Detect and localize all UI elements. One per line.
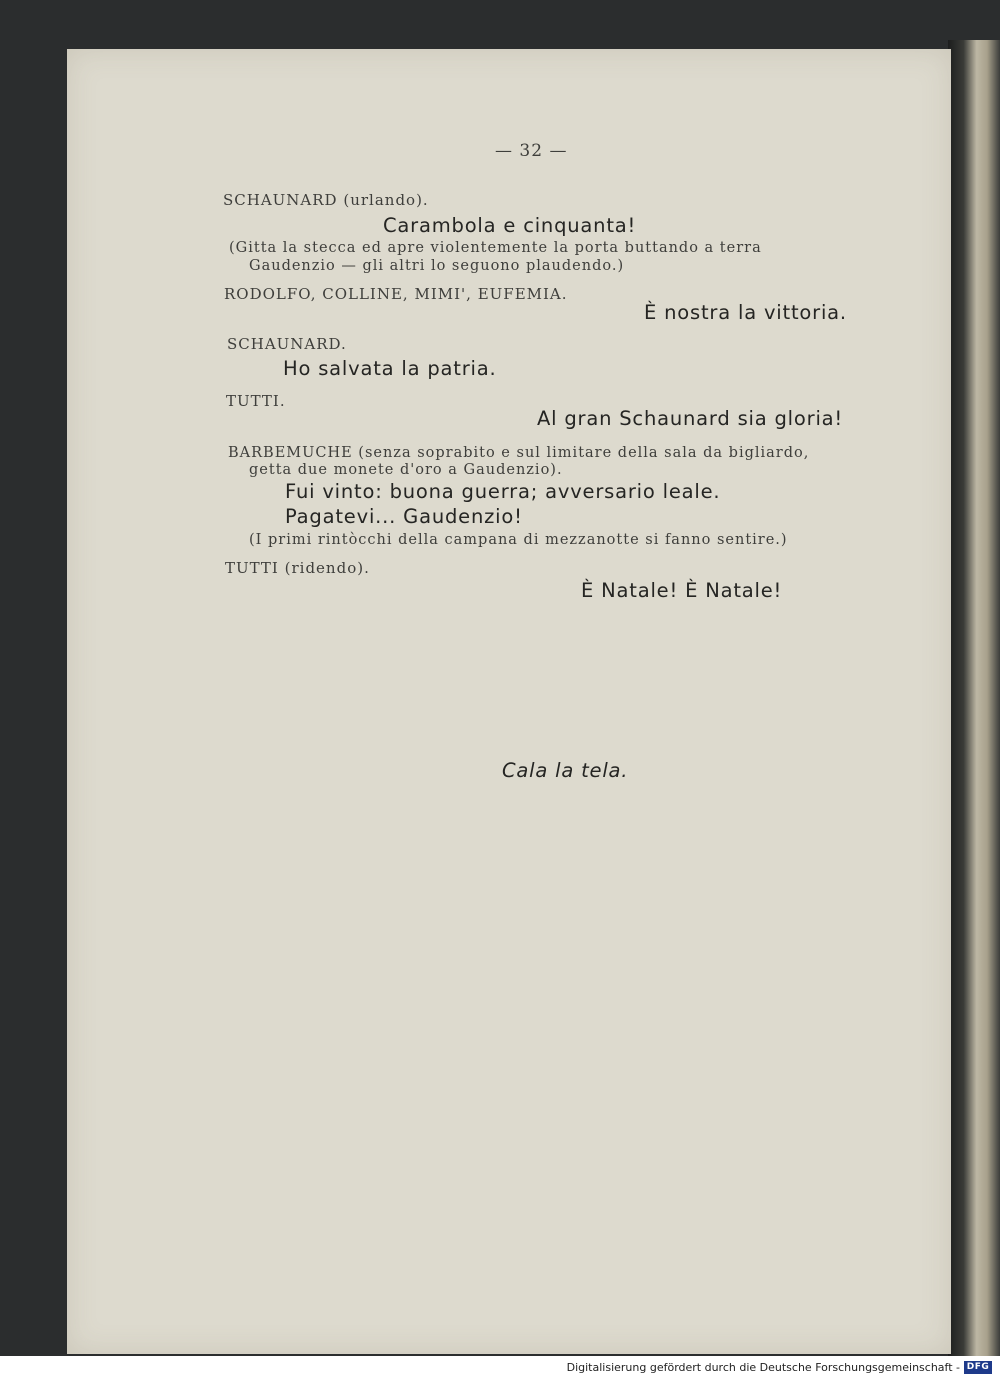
closing-line: Cala la tela. [502,759,629,782]
sung-line: Fui vinto: buona guerra; avversario leale. [285,480,721,503]
speaker-tutti: TUTTI. [226,392,286,410]
speaker-schaunard: SCHAUNARD. [227,335,347,353]
stage-direction: (I primi rintòcchi della campana di mezzanotte si fanno sentire.) [249,532,788,548]
stage-direction: getta due monete d'oro a Gaudenzio). [249,462,563,478]
speaker-group: RODOLFO, COLLINE, MIMI', EUFEMIA. [224,285,568,303]
sung-line: È Natale! È Natale! [581,579,783,602]
speaker-schaunard: SCHAUNARD (urlando). [223,191,429,209]
sung-line: È nostra la vittoria. [644,301,847,324]
sung-line: Al gran Schaunard sia gloria! [537,407,844,430]
page-number: — 32 — [495,141,568,161]
sung-line: Pagatevi... Gaudenzio! [285,505,523,528]
sung-line: Ho salvata la patria. [283,357,497,380]
sung-line: Carambola e cinquanta! [383,214,637,237]
funding-credit: Digitalisierung gefördert durch die Deutsche Forschungsgemeinschaft - [566,1361,960,1374]
stage-direction: Gaudenzio — gli altri lo seguono plaudendo.) [249,258,625,274]
book-page [67,49,951,1354]
dfg-logo: DFG [964,1361,992,1374]
speaker-tutti: TUTTI (ridendo). [225,559,370,577]
speaker-barbemuche: BARBEMUCHE (senza soprabito e sul limitare della sala da bigliardo, [228,445,810,461]
digitization-footer [0,1356,1000,1380]
stage-direction: (Gitta la stecca ed apre violentemente la porta buttando a terra [229,240,762,256]
book-binding [948,40,1000,1356]
